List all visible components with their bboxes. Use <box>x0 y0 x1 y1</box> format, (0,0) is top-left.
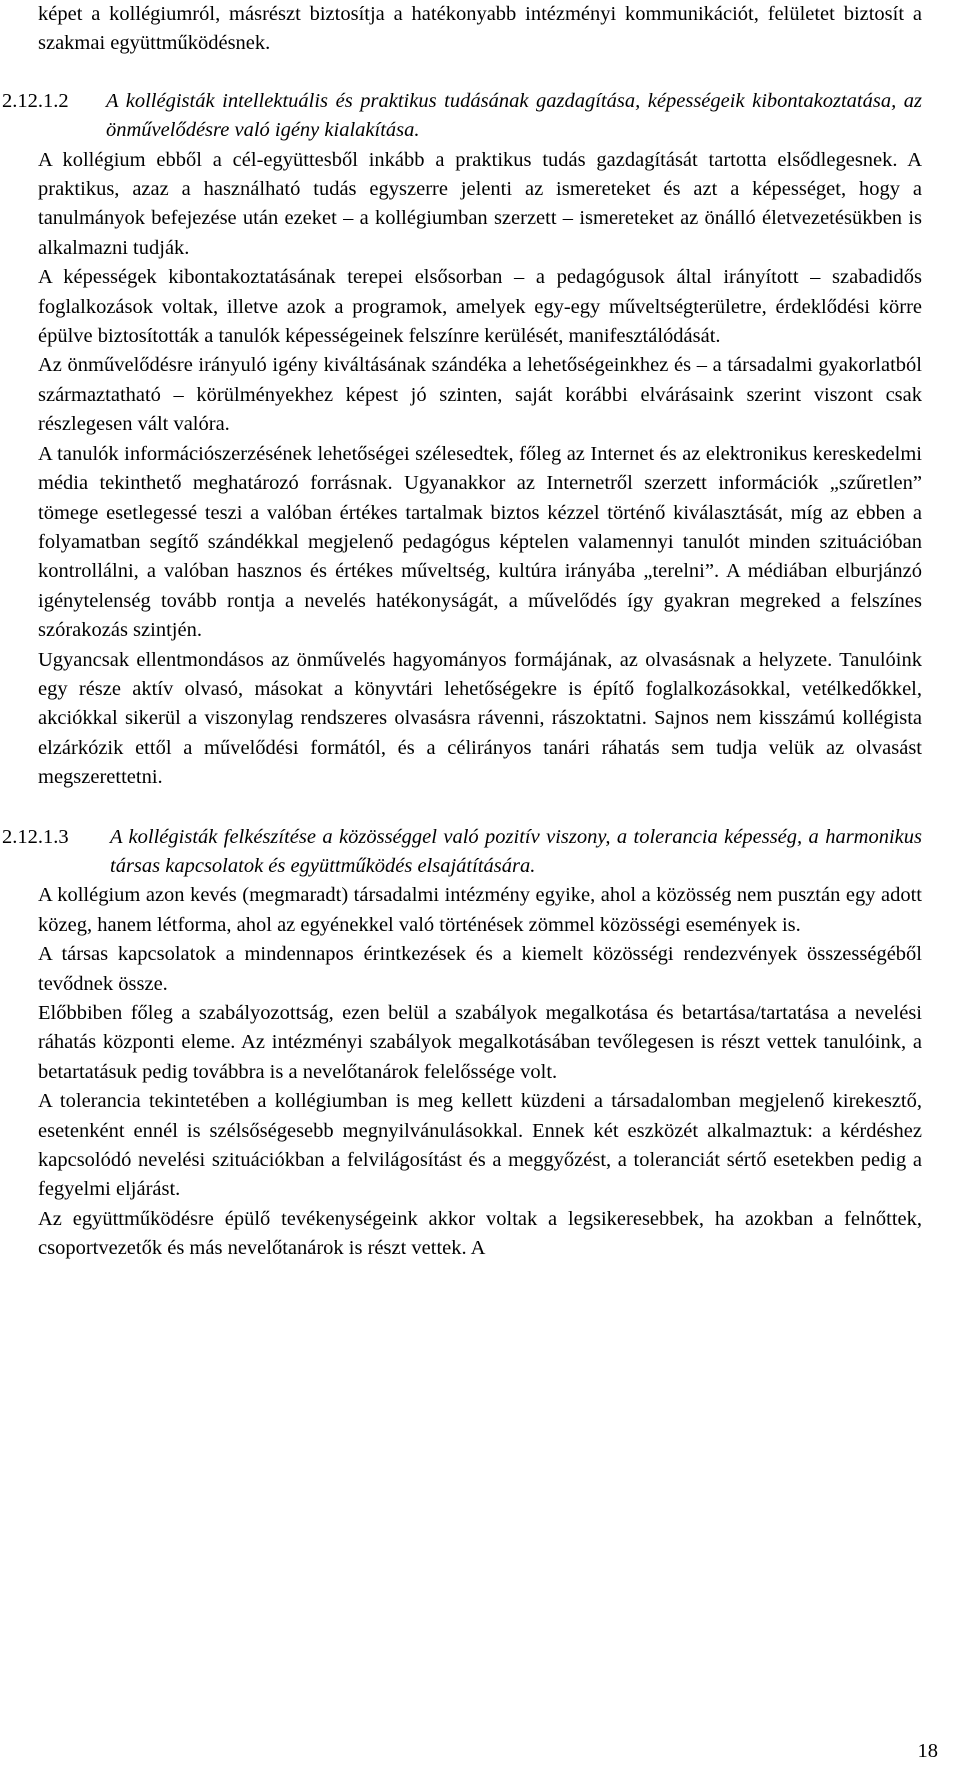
section-number: 2.12.1.2 <box>2 89 69 112</box>
body-paragraph: A képességek kibontakoztatásának terepei elsősorban – a pedagógusok által irányított – szabadidős foglalkozások voltak, illetve azok a programok, amelyek egy-egy műveltségterületre, érdeklődési körre épülve biztosították a tanulók képességeinek felszínre kerülését, manifesztálódását. <box>38 266 922 348</box>
section-title: A kollégisták intellektuális és praktikus tudásának gazdagítása, képességeik kibontakoztatása, az önművelődésre való igény kialakítása. <box>106 89 922 142</box>
section-heading-2-12-1-2 <box>2 87 922 146</box>
body-paragraph: Ugyancsak ellentmondásos az önművelés hagyományos formájának, az olvasásnak a helyzete. Tanulóink egy része aktív olvasó, másokat a könyvtári lehetőségekre is építő foglalkozásokkal, vetélkedőkkel, akciókkal sikerül a viszonylag rendszeres olvasásra rávenni, rászoktatni. Sajnos nem kisszámú kollégista elzárkózik ettől a művelődési formától, és a célirányos tanári ráhatás sem tudja velük az olvasást megszerettetni. <box>38 648 922 789</box>
body-paragraph: A kollégium azon kevés (megmaradt) társadalmi intézmény egyike, ahol a közösség nem pusztán egy adott közeg, hanem létforma, ahol az egyénekkel való történések zömmel közösségi események is. <box>38 884 922 936</box>
document-page <box>2 0 922 1264</box>
body-paragraph: Az önművelődésre irányuló igény kiváltásának szándéka a lehetőségeinkhez és – a társadalmi gyakorlatból származtatható – körülményekhez képest jó szinten, saját korábbi elvárásaink szerint viszont csak részlegesen vált valóra. <box>38 354 922 436</box>
body-paragraph: A kollégium ebből a cél-együttesből inkább a praktikus tudás gazdagítását tartotta elsődlegesnek. A praktikus, azaz a használható tudás egyszerre jelenti az ismereteket és azt a képességet, hogy a tanulmányok befejezése után ezeket – a kollégiumban szerzett – ismereteket az önálló életvezetésükben is alkalmazni tudják. <box>38 148 922 259</box>
page-number: 18 <box>917 1740 938 1762</box>
intro-paragraph: képet a kollégiumról, másrészt biztosítja a hatékonyabb intézményi kommunikációt, felületet biztosít a szakmai együttműködésnek. <box>38 3 922 55</box>
body-paragraph: A tanulók információszerzésének lehetőségei szélesedtek, főleg az Internet és az elektronikus kereskedelmi média tekinthető meghatározó forrásnak. Ugyanakkor az Internetről szerzett információk „szűretlen” tömege esetlegessé teszi a valóban értékes tartalmak biztos kézzel történő kiválasztását, míg az ebben a folyamatban segítő szándékkal megjelenő pedagógus képtelen valamennyi tanulót minden szituációban kontrollálni, a valóban hasznos és értékes műveltség, kultúra irányába „terelni”. A médiában elburjánzó igénytelenség tovább rontja a nevelés hatékonyságát, a művelődés így gyakran megreked a felszínes szórakozás szintjén. <box>38 442 922 642</box>
section-heading-2-12-1-3 <box>2 823 922 882</box>
section-number: 2.12.1.3 <box>2 825 69 848</box>
body-paragraph: A társas kapcsolatok a mindennapos érintkezések és a kiemelt közösségi rendezvények összességéből tevődnek össze. <box>38 943 922 995</box>
body-paragraph: Az együttműködésre épülő tevékenységeink akkor voltak a legsikeresebbek, ha azokban a felnőttek, csoportvezetők és más nevelőtanárok is részt vettek. A <box>38 1207 922 1260</box>
body-paragraph: A tolerancia tekintetében a kollégiumban is meg kellett küzdeni a társadalomban megjelenő kirekesztő, esetenként ennél is szélsőségesebb megnyilvánulásokkal. Ennek két eszközét alkalmaztuk: a kérdéshez kapcsolódó nevelési szituációkban a felvilágosítást és a meggyőzést, a toleranciát sértő esetekben pedig a fegyelmi eljárást. <box>38 1090 922 1201</box>
body-paragraph: Előbbiben főleg a szabályozottság, ezen belül a szabályok megalkotása és betartása/tartatása a nevelési ráhatás központi eleme. Az intézményi szabályok megalkotásában tevőlegesen is részt vettek tanulóink, a betartatásuk pedig továbbra is a nevelőtanárok felelőssége volt. <box>38 1002 922 1083</box>
section-title: A kollégisták felkészítése a közösséggel való pozitív viszony, a tolerancia képesség, a harmonikus társas kapcsolatok és együttműködés elsajátítására. <box>110 825 922 877</box>
